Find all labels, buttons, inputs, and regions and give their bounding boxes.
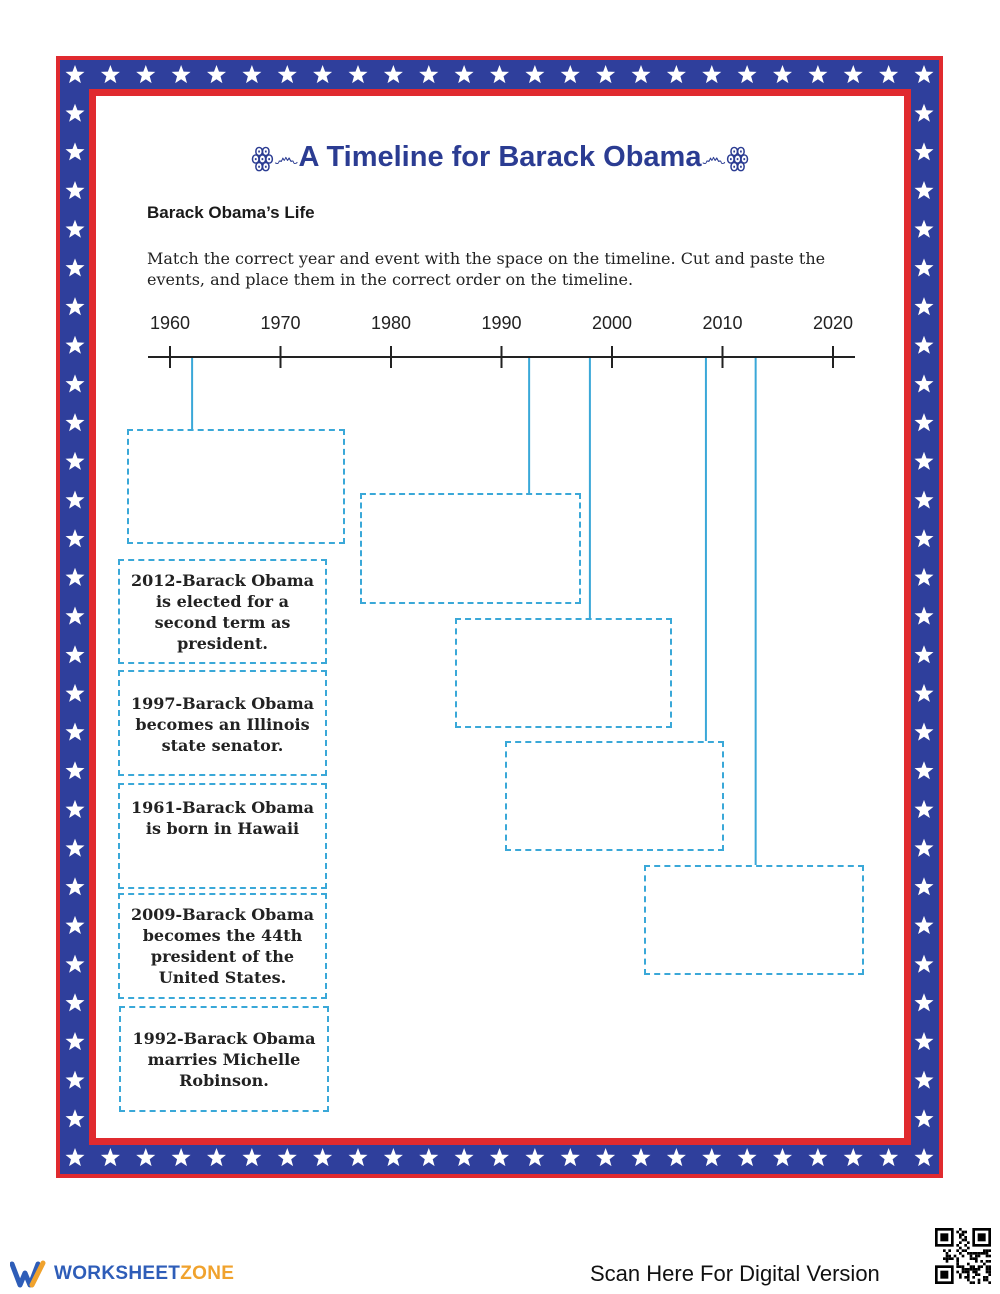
qr-module [964, 1271, 967, 1274]
qr-module [959, 1276, 962, 1279]
qr-module [967, 1271, 970, 1274]
qr-module [967, 1247, 970, 1250]
qr-module [986, 1255, 989, 1258]
qr-module [959, 1241, 962, 1244]
qr-module [946, 1255, 949, 1258]
timeline-tick-label: 1980 [370, 313, 412, 333]
page-title-text: A Timeline for Barack Obama [298, 141, 702, 173]
qr-module [986, 1252, 989, 1255]
qr-module [983, 1249, 986, 1252]
qr-module [940, 1233, 948, 1241]
timeline-tick-label: 2000 [591, 313, 633, 333]
qr-module [946, 1257, 949, 1260]
qr-module [980, 1265, 983, 1268]
qr-module [962, 1255, 965, 1258]
qr-module [943, 1249, 946, 1252]
qr-module [964, 1231, 967, 1234]
qr-module [978, 1233, 986, 1241]
event-card-1992[interactable] [119, 1006, 329, 1112]
qr-module [978, 1255, 981, 1258]
timeline-tick-label: 1960 [149, 313, 191, 333]
qr-module [959, 1236, 962, 1239]
qr-module [943, 1257, 946, 1260]
qr-module [978, 1265, 981, 1268]
event-card-2009[interactable] [118, 893, 327, 999]
brand-name [54, 1263, 234, 1285]
qr-module [975, 1273, 978, 1276]
section-heading: Barack Obama’s Life [147, 203, 315, 222]
qr-module [988, 1268, 991, 1271]
qr-module [951, 1257, 954, 1260]
qr-module [946, 1252, 949, 1255]
worksheetzone-logo[interactable] [10, 1256, 234, 1292]
qr-module [983, 1276, 986, 1279]
qr-module [970, 1268, 973, 1271]
qr-module [972, 1257, 975, 1260]
qr-module [956, 1271, 959, 1274]
qr-module [956, 1265, 959, 1268]
qr-module [956, 1263, 959, 1266]
timeline-tick-label: 2010 [702, 313, 743, 333]
qr-module [988, 1273, 991, 1276]
qr-module [967, 1252, 970, 1255]
qr-module [956, 1249, 959, 1252]
swirl-ornament-icon: ෴ꙮ [701, 142, 749, 172]
qr-module [962, 1265, 965, 1268]
qr-module [988, 1249, 991, 1252]
qr-module [964, 1244, 967, 1247]
qr-module [978, 1281, 981, 1284]
answer-box-2[interactable] [360, 493, 581, 604]
qr-module [986, 1271, 989, 1274]
qr-module [967, 1276, 970, 1279]
brand-name-part1: WORKSHEET [54, 1263, 181, 1284]
qr-module [940, 1271, 948, 1279]
event-card-text: 1961-Barack Obama is born in Hawaii [130, 798, 315, 838]
qr-module [980, 1260, 983, 1263]
qr-module [967, 1268, 970, 1271]
timeline-tick-label: 1990 [481, 313, 522, 333]
qr-module [983, 1252, 986, 1255]
qr-module [972, 1281, 975, 1284]
qr-module [964, 1268, 967, 1271]
qr-module [962, 1239, 965, 1242]
event-card-2012[interactable] [118, 559, 327, 664]
qr-module [959, 1273, 962, 1276]
qr-module [956, 1244, 959, 1247]
qr-module [988, 1281, 991, 1284]
qr-module [988, 1260, 991, 1263]
qr-module [948, 1255, 951, 1258]
qr-module [986, 1276, 989, 1279]
qr-module [959, 1265, 962, 1268]
qr-module [962, 1233, 965, 1236]
qr-module [970, 1255, 973, 1258]
qr-code-icon[interactable] [935, 1228, 991, 1284]
answer-box-1[interactable] [127, 429, 345, 544]
qr-module [954, 1255, 957, 1258]
qr-module [980, 1252, 983, 1255]
qr-module [964, 1239, 967, 1242]
qr-module [956, 1257, 959, 1260]
qr-module [978, 1273, 981, 1276]
qr-module [970, 1265, 973, 1268]
qr-module [946, 1260, 949, 1263]
qr-module [962, 1268, 965, 1271]
qr-module [986, 1260, 989, 1263]
qr-module [975, 1260, 978, 1263]
qr-module [959, 1252, 962, 1255]
qr-module [964, 1249, 967, 1252]
qr-module [983, 1279, 986, 1282]
answer-box-4[interactable] [505, 741, 724, 851]
event-card-text: 1992-Barack Obama marries Michelle Robinson. [132, 1029, 316, 1090]
qr-module [972, 1271, 975, 1274]
qr-module [959, 1247, 962, 1250]
qr-module [967, 1279, 970, 1282]
qr-module [959, 1233, 962, 1236]
qr-module [972, 1268, 975, 1271]
qr-module [956, 1231, 959, 1234]
qr-module [986, 1268, 989, 1271]
qr-module [972, 1252, 975, 1255]
instructions-text: Match the correct year and event with the space on the timeline. Cut and paste the events, and place them in the correct order on the timeline. [147, 249, 826, 289]
event-card-text: 2009-Barack Obama becomes the 44th president of the United States. [130, 905, 315, 987]
swirl-ornament-icon: ꙮ෴ [251, 142, 299, 172]
qr-module [962, 1249, 965, 1252]
qr-module [975, 1271, 978, 1274]
qr-module [962, 1271, 965, 1274]
qr-module [967, 1241, 970, 1244]
qr-module [986, 1249, 989, 1252]
qr-module [959, 1228, 962, 1231]
qr-module [964, 1276, 967, 1279]
qr-module [983, 1263, 986, 1266]
qr-module [948, 1257, 951, 1260]
qr-module [972, 1276, 975, 1279]
qr-module [967, 1273, 970, 1276]
timeline-tick-label: 1970 [260, 313, 301, 333]
qr-module [978, 1252, 981, 1255]
qr-module [986, 1279, 989, 1282]
qr-module [964, 1236, 967, 1239]
qr-module [967, 1263, 970, 1266]
qr-module [962, 1231, 965, 1234]
worksheetzone-logo-icon [10, 1259, 48, 1289]
qr-module [948, 1249, 951, 1252]
answer-box-3[interactable] [455, 618, 672, 728]
qr-module [975, 1255, 978, 1258]
qr-module [970, 1252, 973, 1255]
timeline-tick-label: 2020 [812, 313, 854, 333]
qr-module [978, 1279, 981, 1282]
answer-box-5[interactable] [644, 865, 864, 975]
scan-for-digital-text: Scan Here For Digital Version [590, 1261, 880, 1286]
qr-module [986, 1265, 989, 1268]
qr-module [988, 1265, 991, 1268]
qr-module [970, 1257, 973, 1260]
event-card-text: 1997-Barack Obama becomes an Illinois state senator. [130, 694, 315, 755]
qr-module [975, 1257, 978, 1260]
event-card-1961[interactable] [118, 783, 327, 889]
qr-module [988, 1271, 991, 1274]
brand-name-part2: ZONE [180, 1263, 235, 1284]
event-card-1997[interactable] [118, 670, 327, 776]
qr-module [978, 1268, 981, 1271]
event-card-text: 2012-Barack Obama is elected for a second term as president. [130, 571, 315, 653]
qr-module [956, 1260, 959, 1263]
qr-module [975, 1268, 978, 1271]
qr-module [988, 1255, 991, 1258]
qr-module [975, 1252, 978, 1255]
qr-module [972, 1265, 975, 1268]
qr-module [970, 1281, 973, 1284]
